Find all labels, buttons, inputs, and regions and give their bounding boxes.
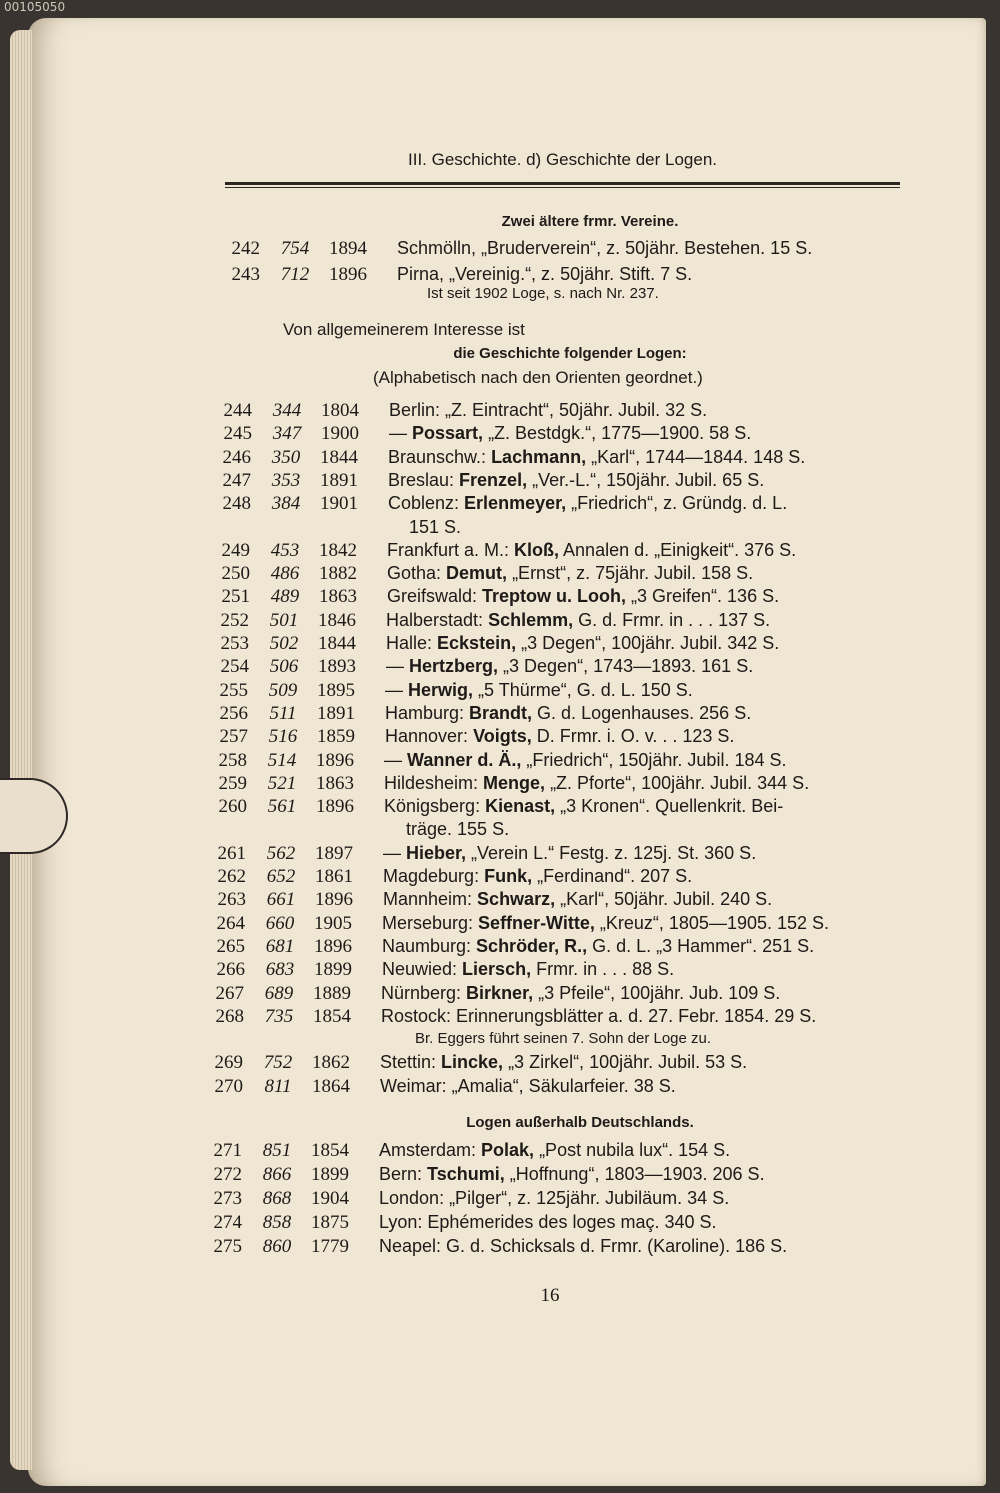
scan-id: 00105050 [4, 0, 66, 14]
entry-author: Liersch, [462, 959, 532, 980]
entry-year: 1844 [320, 446, 358, 468]
entry-text: Hamburg: Brandt, G. d. Logenhauses. 256 S. [385, 702, 752, 723]
entry-year: 1842 [319, 539, 357, 561]
entry-row [0, 726, 1000, 750]
entry-text: Greifswald: Treptow u. Looh, „3 Greifen“. 136 S. [387, 586, 780, 607]
entry-year: 1844 [318, 633, 356, 654]
entry-year: 1882 [319, 563, 357, 585]
entry-text: — Possart, „Z. Bestdgk.“, 1775—1900. 58 S. [389, 423, 752, 444]
entry-author: Schröder, R., [476, 935, 588, 956]
entry-author: Birkner, [466, 982, 534, 1003]
entry-text: — Wanner d. Ä., „Friedrich“, 150jähr. Jubil. 184 S. [384, 749, 787, 770]
entry-reference: 506 [269, 656, 299, 678]
entry-reference: 683 [265, 959, 295, 981]
entry-reference: 353 [271, 469, 301, 491]
entry-text: Hannover: Voigts, D. Frmr. i. O. v. . . 123 S. [385, 726, 735, 747]
entry-text: Königsberg: Kienast, „3 Kronen“. Quellenkrit. Bei- [384, 796, 784, 817]
entry-author: Seffner-Witte, [478, 912, 595, 933]
entry-author: Eckstein, [437, 633, 517, 653]
entry-year: 1897 [315, 842, 353, 864]
entry-number: 271 [213, 1140, 242, 1161]
entry-year: 1896 [316, 749, 354, 771]
entry-year: 1891 [320, 469, 358, 491]
header-rule [225, 182, 900, 185]
entry-year: 1905 [314, 912, 352, 934]
entry-reference: 486 [270, 563, 300, 585]
entry-number: 256 [219, 702, 248, 724]
entry-author: Brandt, [469, 702, 533, 723]
entry-reference: 860 [262, 1236, 292, 1257]
entry-text: 151 S. [409, 516, 462, 537]
entry-author: Demut, [446, 563, 508, 584]
entry-reference: 502 [269, 633, 299, 654]
entry-number: 242 [231, 238, 260, 259]
entry-text: Magdeburg: Funk, „Ferdinand“. 207 S. [383, 866, 693, 886]
note-rostock: Br. Eggers führt seinen 7. Sohn der Loge zu. [415, 1030, 712, 1047]
entry-text: Neuwied: Liersch, Frmr. in . . . 88 S. [382, 959, 675, 980]
page-number: 16 [540, 1285, 560, 1306]
entry-row [0, 1006, 1000, 1030]
entry-number: 270 [214, 1076, 243, 1097]
entry-number: 250 [221, 563, 250, 585]
entry-author: Lachmann, [491, 446, 587, 467]
entry-reference: 347 [272, 423, 302, 445]
entry-author: Frenzel, [459, 469, 528, 490]
entry-reference: 453 [270, 539, 300, 561]
entry-year: 1896 [329, 264, 367, 285]
entry-row [0, 423, 1000, 447]
entry-row [0, 1236, 1000, 1260]
entry-author: Treptow u. Looh, [482, 586, 627, 607]
section-title-vereine: Zwei ältere frmr. Vereine. [501, 213, 679, 230]
entry-author: Menge, [483, 772, 546, 793]
entry-number: 261 [217, 842, 246, 864]
entry-year: 1895 [317, 679, 355, 701]
entry-row [0, 1188, 1000, 1212]
entry-text: Rostock: Erinnerungsblätter a. d. 27. Febr. 1854. 29 S. [381, 1005, 817, 1026]
entry-author: Erlenmeyer, [464, 493, 567, 514]
running-header: III. Geschichte. d) Geschichte der Logen. [408, 150, 717, 169]
entry-number: 266 [216, 959, 245, 981]
entry-reference: 735 [264, 1005, 294, 1027]
entry-reference: 661 [266, 889, 296, 911]
entry-reference: 660 [265, 912, 295, 934]
intro-line-3: (Alphabetisch nach den Orienten geordnet.) [373, 368, 703, 387]
entry-row [0, 680, 1000, 704]
entry-row [0, 656, 1000, 680]
entry-row [0, 540, 1000, 564]
entry-year: 1896 [314, 935, 352, 957]
entry-row [0, 889, 1000, 913]
entry-row [0, 936, 1000, 960]
entry-year: 1864 [312, 1076, 350, 1097]
entry-year: 1901 [320, 493, 358, 515]
entry-reference: 521 [267, 772, 297, 794]
entry-year: 1863 [316, 772, 354, 794]
entry-year: 1875 [311, 1212, 349, 1233]
entry-reference: 754 [280, 238, 310, 259]
entry-number: 243 [231, 264, 260, 285]
entry-reference: 384 [271, 493, 301, 515]
entry-number: 267 [215, 982, 244, 1004]
entry-text: Gotha: Demut, „Ernst“, z. 75jähr. Jubil. 158 S. [387, 563, 754, 584]
entry-reference: 516 [268, 726, 298, 748]
entry-reference: 681 [265, 935, 295, 957]
entry-reference: 562 [266, 842, 296, 864]
entry-reference: 851 [262, 1140, 292, 1161]
entry-text: Pirna, „Vereinig.“, z. 50jähr. Stift. 7 S. [397, 264, 693, 284]
entry-text: Lyon: Ephémerides des loges maç. 340 S. [379, 1212, 717, 1232]
entry-reference: 866 [262, 1164, 292, 1185]
entry-author: Wanner d. Ä., [407, 749, 522, 770]
entry-text: — Hieber, „Verein L.“ Festg. z. 125j. St. 360 S. [383, 842, 757, 863]
entry-author: Possart, [412, 423, 484, 444]
entry-text: Schmölln, „Bruderverein“, z. 50jähr. Bestehen. 15 S. [397, 238, 813, 258]
entry-text: Amsterdam: Polak, „Post nubila lux“. 154 S. [379, 1140, 731, 1160]
entry-number: 264 [216, 912, 245, 934]
entry-author: Hieber, [406, 842, 467, 863]
entry-year: 1899 [311, 1164, 349, 1185]
entry-number: 255 [219, 679, 248, 701]
entry-reference: 511 [269, 702, 297, 724]
intro-line-1: Von allgemeinerem Interesse ist [283, 320, 525, 339]
entry-author: Hertzberg, [409, 656, 499, 677]
entry-number: 247 [222, 469, 251, 491]
entry-row [0, 1076, 1000, 1100]
entry-continuation [0, 819, 1000, 843]
entry-number: 254 [220, 656, 249, 678]
entry-year: 1862 [312, 1052, 350, 1073]
entry-author: Schwarz, [477, 889, 556, 910]
entry-text: Weimar: „Amalia“, Säkularfeier. 38 S. [380, 1076, 676, 1096]
entry-number: 248 [222, 493, 251, 515]
entry-reference: 561 [267, 796, 297, 818]
entry-text: Stettin: Lincke, „3 Zirkel“, 100jähr. Jubil. 53 S. [380, 1052, 748, 1072]
entry-row [0, 1140, 1000, 1164]
entry-author: Lincke, [441, 1052, 504, 1072]
entry-reference: 514 [267, 749, 297, 771]
entry-author: Schlemm, [488, 609, 574, 630]
entry-year: 1904 [311, 1188, 349, 1209]
entry-text: Frankfurt a. M.: Kloß, Annalen d. „Einigkeit“. 376 S. [387, 539, 797, 560]
header-rule-thin [225, 187, 900, 188]
entry-continuation [0, 517, 1000, 541]
entry-year: 1779 [311, 1236, 349, 1257]
entry-row [0, 470, 1000, 494]
entry-number: 265 [216, 935, 245, 957]
entry-text: träge. 155 S. [406, 819, 510, 840]
entry-number: 253 [220, 633, 249, 654]
entry-reference: 868 [262, 1188, 292, 1209]
entry-row [0, 238, 1000, 262]
entry-row [0, 773, 1000, 797]
entry-number: 262 [217, 866, 246, 887]
entry-year: 1889 [313, 982, 351, 1004]
entry-text: Halberstadt: Schlemm, G. d. Frmr. in . . . 137 S. [386, 609, 771, 630]
entry-row [0, 610, 1000, 634]
entry-row [0, 563, 1000, 587]
entry-number: 274 [213, 1212, 242, 1233]
entry-reference: 501 [269, 609, 299, 631]
entry-row [0, 750, 1000, 774]
entry-year: 1894 [329, 238, 367, 259]
entry-number: 269 [214, 1052, 243, 1073]
entry-text: Hildesheim: Menge, „Z. Pforte“, 100jähr. Jubil. 344 S. [384, 772, 810, 793]
entry-number: 252 [220, 609, 249, 631]
entry-number: 245 [223, 423, 252, 445]
entry-row [0, 843, 1000, 867]
intro-line-2: die Geschichte folgender Logen: [453, 345, 687, 362]
entry-number: 273 [213, 1188, 242, 1209]
entry-number: 275 [213, 1236, 242, 1257]
entry-text: Mannheim: Schwarz, „Karl“, 50jähr. Jubil. 240 S. [383, 889, 773, 910]
entry-year: 1891 [317, 702, 355, 724]
entry-row [0, 1164, 1000, 1188]
entry-author: Herwig, [408, 679, 474, 700]
entry-number: 244 [223, 400, 252, 421]
entry-year: 1863 [319, 586, 357, 608]
entry-reference: 689 [264, 982, 294, 1004]
entry-reference: 489 [270, 586, 300, 608]
entry-text: Halle: Eckstein, „3 Degen“, 100jähr. Jubil. 342 S. [386, 633, 780, 653]
entry-text: Naumburg: Schröder, R., G. d. L. „3 Hammer“. 251 S. [382, 935, 815, 956]
entry-row [0, 493, 1000, 517]
entry-row [0, 1212, 1000, 1236]
entry-text: Berlin: „Z. Eintracht“, 50jähr. Jubil. 32 S. [389, 400, 708, 420]
entry-number: 260 [218, 796, 247, 818]
entry-year: 1893 [318, 656, 356, 678]
entry-reference: 652 [266, 866, 296, 887]
entry-reference: 858 [262, 1212, 292, 1233]
entry-number: 272 [213, 1164, 242, 1185]
entry-reference: 350 [271, 446, 301, 468]
entry-number: 258 [218, 749, 247, 771]
entry-text: Braunschw.: Lachmann, „Karl“, 1744—1844. 148 S. [388, 446, 806, 467]
entry-reference: 712 [280, 264, 310, 285]
entry-number: 259 [218, 772, 247, 794]
entry-author: Kienast, [485, 796, 556, 817]
entry-text: London: „Pilger“, z. 125jähr. Jubiläum. 34 S. [379, 1188, 730, 1208]
entry-row [0, 983, 1000, 1007]
entry-reference: 752 [263, 1052, 293, 1073]
entry-row [0, 959, 1000, 983]
entry-row [0, 913, 1000, 937]
entry-number: 251 [221, 586, 250, 608]
entry-number: 249 [221, 539, 250, 561]
entry-reference: 344 [272, 400, 302, 421]
entry-author: Kloß, [514, 539, 560, 560]
note-pirna: Ist seit 1902 Loge, s. nach Nr. 237. [427, 285, 659, 302]
entry-row [0, 586, 1000, 610]
entry-row [0, 400, 1000, 424]
entry-reference: 811 [264, 1076, 292, 1097]
entry-year: 1896 [315, 889, 353, 911]
entry-year: 1861 [315, 866, 353, 887]
entry-year: 1859 [317, 726, 355, 748]
entry-text: Breslau: Frenzel, „Ver.-L.“, 150jähr. Jubil. 65 S. [388, 469, 765, 490]
entry-text: Merseburg: Seffner-Witte, „Kreuz“, 1805—1905. 152 S. [382, 912, 830, 933]
entry-text: Nürnberg: Birkner, „3 Pfeile“, 100jähr. Jub. 109 S. [381, 982, 781, 1003]
entry-text: Coblenz: Erlenmeyer, „Friedrich“, z. Gründg. d. L. [388, 493, 788, 514]
entry-number: 268 [215, 1005, 244, 1027]
entry-row [0, 703, 1000, 727]
entry-author: Voigts, [473, 726, 532, 747]
entry-year: 1899 [314, 959, 352, 981]
entry-text: — Hertzberg, „3 Degen“, 1743—1893. 161 S. [386, 656, 754, 677]
entry-year: 1854 [311, 1140, 349, 1161]
entry-year: 1804 [321, 400, 359, 421]
entry-year: 1896 [316, 796, 354, 818]
entry-row [0, 796, 1000, 820]
entry-text: — Herwig, „5 Thürme“, G. d. L. 150 S. [385, 679, 693, 700]
entry-reference: 509 [268, 679, 298, 701]
entry-year: 1846 [318, 609, 356, 631]
section-title-ausland: Logen außerhalb Deutschlands. [466, 1114, 694, 1131]
entry-text: Neapel: G. d. Schicksals d. Frmr. (Karoline). 186 S. [379, 1236, 788, 1256]
entry-author: Funk, [484, 866, 533, 886]
entry-author: Polak, [481, 1140, 535, 1160]
entry-row [0, 633, 1000, 657]
entry-author: Tschumi, [427, 1164, 505, 1184]
entry-year: 1900 [321, 423, 359, 445]
entry-row [0, 1052, 1000, 1076]
entry-row [0, 447, 1000, 471]
entry-row [0, 866, 1000, 890]
entry-number: 263 [217, 889, 246, 911]
entry-number: 246 [222, 446, 251, 468]
entry-year: 1854 [313, 1005, 351, 1027]
entry-text: Bern: Tschumi, „Hoffnung“, 1803—1903. 206 S. [379, 1164, 765, 1184]
entry-number: 257 [219, 726, 248, 748]
